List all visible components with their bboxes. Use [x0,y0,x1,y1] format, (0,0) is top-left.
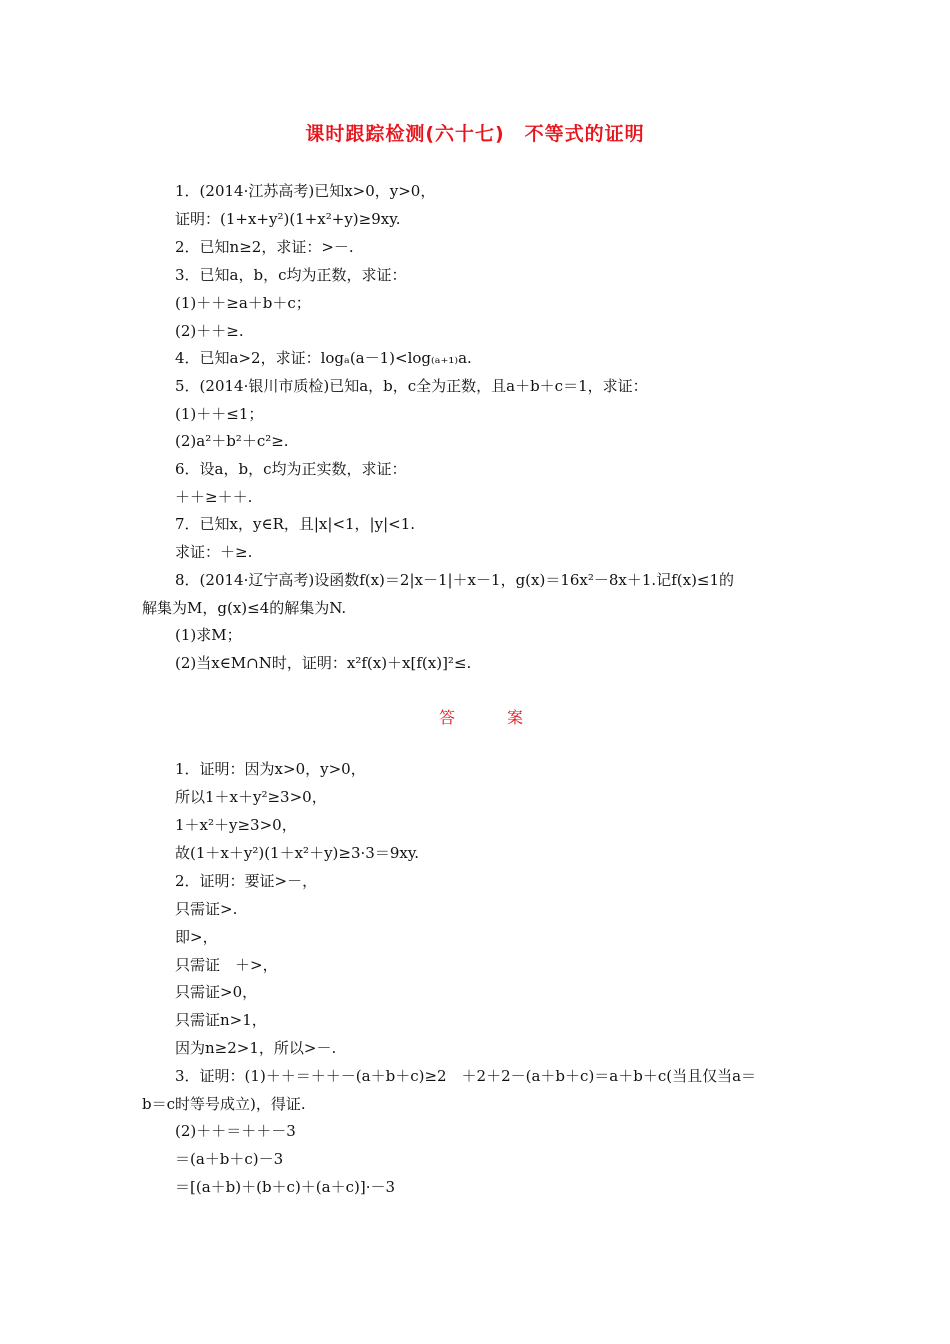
answer-line: ＝[(a＋b)＋(b＋c)＋(a＋c)]·－3 [175,1178,396,1196]
answer-line: 2．证明：要证>－， [175,872,318,890]
problem-line: 证明：(1+x+y²)(1+x²+y)≥9xy. [175,210,401,228]
answer-line: 只需证n>1， [175,1011,267,1029]
problem-line: (2)当x∈M∩N时，证明：x²f(x)＋x[f(x)]²≤. [175,654,472,672]
answer-line: (2)＋＋＝＋＋－3 [175,1122,296,1140]
answer-line: 1＋x²＋y≥3>0， [175,816,297,834]
answer-line: 只需证>0， [175,983,258,1001]
problem-line: 6．设a，b，c均为正实数，求证： [175,460,407,478]
problem-line: 8．(2014·辽宁高考)设函数f(x)＝2|x－1|＋x－1，g(x)＝16x²－8x＋1.记f(x)≤1的 [175,571,735,589]
problem-line: 7．已知x，y∈R，且|x|<1，|y|<1. [175,515,416,533]
answer-line: b＝c时等号成立)，得证. [142,1095,306,1113]
answer-line: 1．证明：因为x>0，y>0， [175,760,366,778]
page-title: 课时跟踪检测(六十七) 不等式的证明 [305,123,645,145]
problem-line: 2．已知n≥2，求证：>－. [175,238,354,256]
problem-line: 1．(2014·江苏高考)已知x>0，y>0， [175,182,436,200]
problem-line: 求证：＋≥. [175,543,253,561]
problem-line: 3．已知a，b，c均为正数，求证： [175,266,407,284]
answer-line: 因为n≥2>1，所以>－. [175,1039,337,1057]
answer-line: ＝(a＋b＋c)－3 [175,1150,284,1168]
problem-line: 5．(2014·银川市质检)已知a，b，c全为正数，且a＋b＋c＝1，求证： [175,377,648,395]
problem-line: (1)＋＋≤1； [175,405,264,423]
answer-line: 只需证>. [175,900,238,918]
problem-line: ＋＋≥＋＋. [175,488,253,506]
problem-line: (1)求M； [175,626,242,644]
answer-line: 即>， [175,928,218,946]
problem-line: 4．已知a>2，求证：logₐ(a－1)<log₍ₐ₊₁₎a. [175,349,472,367]
problem-line: 解集为M，g(x)≤4的解集为N. [142,599,347,617]
problem-line: (2)＋＋≥. [175,322,244,340]
answer-line: 只需证 ＋>， [175,956,278,974]
problem-line: (1)＋＋≥a＋b＋c； [175,294,311,312]
answer-line: 3．证明：(1)＋＋＝＋＋－(a＋b＋c)≥2 ＋2＋2－(a＋b＋c)＝a＋b＋c(当且仅当a＝ [175,1067,757,1085]
answer-line: 所以1＋x＋y²≥3>0， [175,788,327,806]
problem-line: (2)a²＋b²＋c²≥. [175,432,289,450]
answers-heading: 答 案 [438,708,541,727]
answer-line: 故(1＋x＋y²)(1＋x²＋y)≥3·3＝9xy. [175,844,420,862]
